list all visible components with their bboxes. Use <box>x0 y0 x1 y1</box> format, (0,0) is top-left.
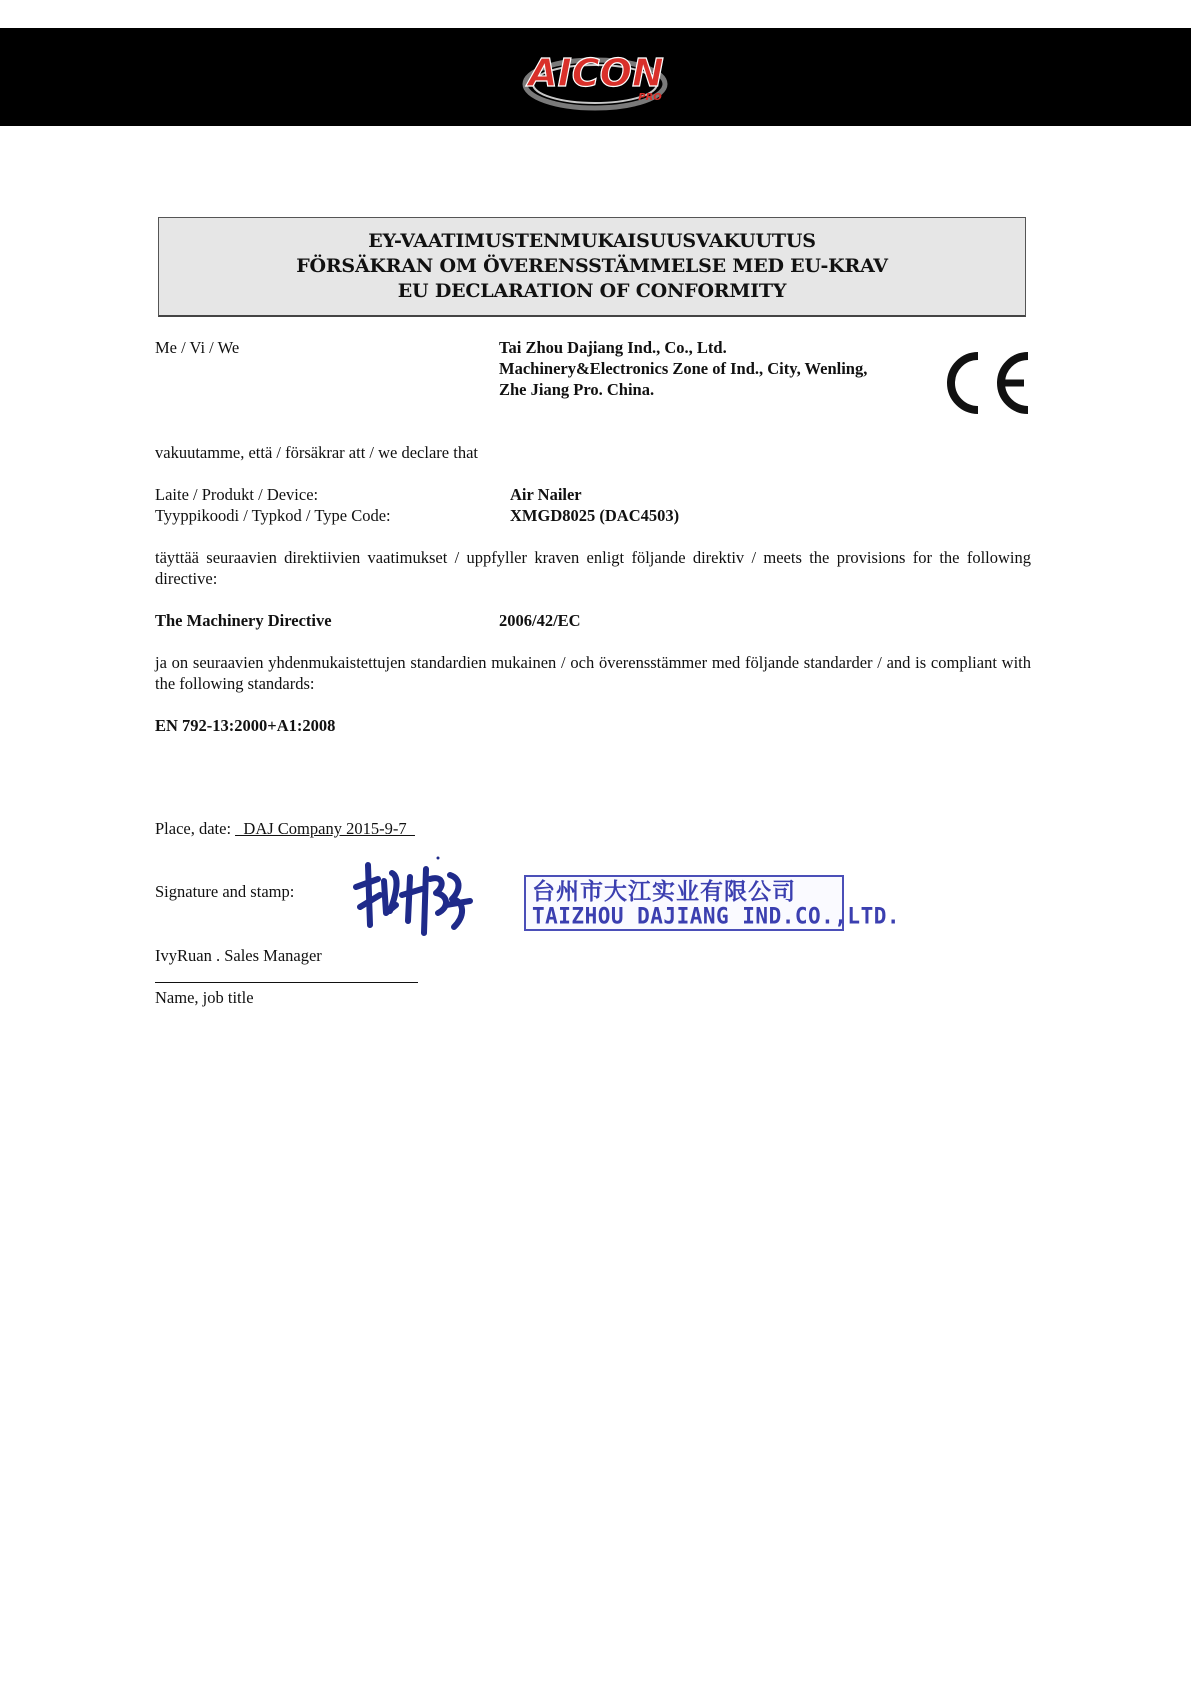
company-logo <box>510 32 685 122</box>
signer-name-title: IvyRuan . Sales Manager <box>155 946 322 965</box>
directive-number: 2006/42/EC <box>499 611 581 630</box>
device-value: Air Nailer <box>510 485 582 504</box>
company-address-line1: Machinery&Electronics Zone of Ind., City, Wenling, <box>499 359 868 378</box>
directive-intro: täyttää seuraavien direktiivien vaatimukset / uppfyller kraven enligt följande direktiv / meets the provisions for the following directive: <box>155 548 1031 588</box>
ce-mark-icon <box>940 350 1030 416</box>
company-stamp <box>524 875 901 931</box>
name-job-title-caption: Name, job title <box>155 988 254 1007</box>
logo-subtext: PRO <box>638 92 662 103</box>
company-address-line2: Zhe Jiang Pro. China. <box>499 380 655 399</box>
ce-mark <box>940 350 1030 416</box>
declaration-title-box <box>158 217 1026 317</box>
standard-reference: EN 792-13:2000+A1:2008 <box>155 716 336 735</box>
stamp-chinese-name: 台州市大江实业有限公司 <box>532 879 796 905</box>
device-label: Laite / Produkt / Device: <box>155 485 319 504</box>
title-finnish: EY-VAATIMUSTENMUKAISUUSVAKUUTUS <box>368 230 816 252</box>
declare-statement: vakuutamme, että / försäkrar att / we declare that <box>155 443 478 462</box>
type-code-label: Tyyppikoodi / Typkod / Type Code: <box>155 506 391 525</box>
type-code-value: XMGD8025 (DAC4503) <box>510 506 680 525</box>
header-band <box>0 28 1191 126</box>
place-date-label: Place, date: <box>155 819 232 838</box>
signature-label: Signature and stamp: <box>155 882 295 901</box>
logo-text: AICON <box>528 51 664 95</box>
place-date-line <box>155 818 415 839</box>
signature-graphic <box>350 855 478 935</box>
handwritten-signature <box>350 855 478 935</box>
company-name: Tai Zhou Dajiang Ind., Co., Ltd. <box>499 338 727 357</box>
declarant-label: Me / Vi / We <box>155 338 240 357</box>
logo-graphic <box>510 32 685 122</box>
title-english: EU DECLARATION OF CONFORMITY <box>397 280 787 302</box>
place-date-value: _DAJ Company 2015-9-7_ <box>235 819 415 838</box>
title-swedish: FÖRSÄKRAN OM ÖVERENSSTÄMMELSE MED EU-KRAV <box>296 255 888 277</box>
signature-underline <box>155 982 418 983</box>
directive-name: The Machinery Directive <box>155 611 332 630</box>
stamp-english-name: TAIZHOU DAJIANG IND.CO.,LTD. <box>532 903 901 929</box>
standards-intro: ja on seuraavien yhdenmukaistettujen standardien mukainen / och överensstämmer med följande standarder / and is compliant with the following standards: <box>155 653 1031 693</box>
